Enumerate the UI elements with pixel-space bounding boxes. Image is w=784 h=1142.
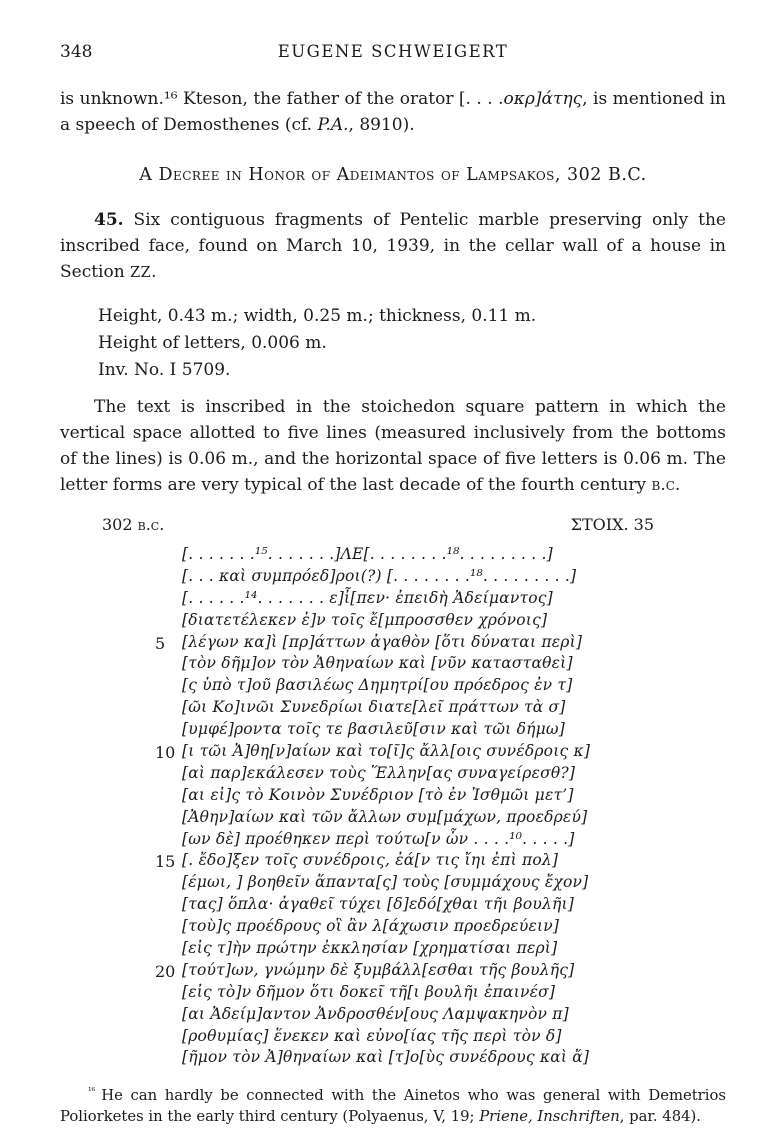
greek-text: [ροθυμίας] ἕνεκεν καὶ εὐνο[ίας τῆς περὶ τὸν δ] (182, 1026, 562, 1045)
greek-text: [ι τῶι Ἀ]θη[ν]αίων καὶ το[ῖ]ς ἄλλ[οις συνέδροις κ] (182, 742, 591, 761)
greek-text: [εἰς τ]ὴν πρώτην ἐκκλησίαν [χρηματίσαι περὶ] (182, 939, 558, 958)
greek-text: [αι εἰ]ς τὸ Κοινὸν Συνέδριον [τὸ ἐν Ἰσθμῶι μετ’] (182, 785, 574, 804)
line-number: 20 (155, 961, 176, 981)
inscription-line (60, 939, 726, 961)
intro-text-1: is unknown.¹⁶ Kteson, the father of the orator [. . . . (60, 89, 504, 109)
inscription-line (60, 567, 726, 589)
greek-text: [αὶ παρ]εκάλεσεν τοὺς Ἕλλην[ας συναγείρεσθ?] (182, 763, 576, 782)
inscription-line (60, 961, 726, 983)
footnote-marker: ¹⁶ (88, 1086, 102, 1098)
inscription-line (60, 698, 726, 720)
inscription-line (60, 1027, 726, 1049)
stoichedon-text: The text is inscribed in the stoichedon square pattern in which the vertical space allotted to five lines (measured inclusively from the bottoms of the lines) is 0.06 m., and the horizontal space of five letters is 0.06 m. The letter forms are very typical of the last decade of the fourth century (60, 397, 726, 495)
entry-number: 45. (94, 210, 124, 230)
intro-citation: P.A. (317, 115, 349, 135)
greek-text: [ῆμον τὸν Ἀ]θηναίων καὶ [τ]ο[ὺς συνέδρους καὶ ἄ] (182, 1048, 590, 1067)
greek-text: [. . . . . . .¹⁵. . . . . . .]ΛΕ[. . . . . . . .¹⁸. . . . . . . . .] (182, 545, 553, 563)
entry-45-paragraph (60, 207, 726, 286)
entry-text-2: . (151, 262, 157, 282)
greek-text: [ῶι Κο]ινῶι Συνεδρίωι διατε[λεῖ πράττων τὰ σ] (182, 698, 566, 717)
intro-text-2: , is mentioned in a speech of Demosthenes (cf. (60, 89, 727, 135)
greek-inscription-block (60, 545, 726, 1070)
greek-text: [υμφέ]ροντα τοῖς τε βασιλεῦ[σιν καὶ τῶι δήμω] (182, 720, 565, 739)
greek-text: [. ἔδο]ξεν τοῖς συνέδροις, ἐά[ν τις ἴηι ἐπὶ πολ] (182, 851, 559, 870)
bc-abbreviation: b.c. (651, 475, 681, 495)
measurements-block (98, 303, 726, 384)
inventory-number: Inv. No. I 5709. (98, 360, 231, 380)
inscription-line (60, 720, 726, 742)
inscription-line (60, 545, 726, 567)
measurement-dimensions: Height, 0.43 m.; width, 0.25 m.; thickness, 0.11 m. (98, 306, 537, 326)
intro-text-3: , 8910). (348, 115, 415, 135)
inscription-line (60, 873, 726, 895)
greek-text: [Ἀθην]αίων καὶ τῶν ἄλλων συμ[μάχων, προεδρεύ] (182, 807, 588, 826)
stoichedon-paragraph (60, 394, 726, 498)
greek-text: [τοὺ]ς προέδρους οἳ ἂν λ[άχωσιν προεδρεύειν] (182, 917, 560, 936)
inscription-line (60, 676, 726, 698)
excavation-section-label: ZZ (130, 265, 152, 281)
inscription-line (60, 764, 726, 786)
inscription-date: 302 b.c. (102, 515, 165, 534)
greek-text: [τούτ]ων, γνώμην δὲ ξυμβάλλ[εσθαι τῆς βουλῆς] (182, 960, 575, 979)
inscription-line (60, 1048, 726, 1070)
section-heading: A Decree in Honor of Adeimantos of Lampsakos, 302 B.C. (139, 165, 647, 185)
inscription-line (60, 742, 726, 764)
footnote-citation: Priene, Inschriften (479, 1107, 620, 1125)
intro-greek-fragment: οκρ]άτης (503, 89, 583, 109)
greek-text: [έμωι, ] βοηθεῖν ἅπαντα[ς] τοὺς [συμμάχους ἔχον] (182, 873, 589, 892)
inscription-line (60, 589, 726, 611)
greek-text: [ων δὲ] προέθηκεν περὶ τούτω[ν ὧν . . . .¹⁰. . . . .] (182, 829, 575, 848)
running-head (60, 42, 726, 66)
inscription-line (60, 830, 726, 852)
footnote-16 (60, 1086, 726, 1127)
entry-text-1: Six contiguous fragments of Pentelic marble preserving only the inscribed face, found on March 10, 1939, in the cellar wall of a house in Section (60, 210, 726, 282)
greek-text: [. . . καὶ συμπρόεδ]ροι(?) [. . . . . . . .¹⁸. . . . . . . . .] (182, 566, 577, 585)
intro-paragraph (60, 86, 726, 138)
inscription-line (60, 983, 726, 1005)
stoichedon-count: ΣΤΟΙΧ. 35 (570, 515, 654, 534)
footnote-text-1: He can hardly be connected with the Ainetos who was general with Demetrios Poliorketes in the early third century (Polyaenus, V, 19; (60, 1087, 726, 1125)
inscription-line (60, 851, 726, 873)
greek-text: [τὸν δῆμ]ον τὸν Ἀθηναίων καὶ [νῦν κατασταθεὶ] (182, 654, 573, 673)
greek-text: [. . . . . .¹⁴. . . . . . . ε]ἶ[πεν· ἐπειδὴ Ἀδείμαντος] (182, 588, 553, 607)
inscription-line (60, 917, 726, 939)
inscription-line (60, 895, 726, 917)
greek-text: [τας] ὅπλα· ἀγαθεῖ τύχει [δ]εδό[χθαι τῆι βουλῆι] (182, 895, 575, 914)
line-number: 10 (155, 743, 176, 763)
greek-text: [εἰς τὸ]ν δῆμον ὅτι δοκεῖ τῆ[ι βουλῆι ἐπαινέσ] (182, 982, 556, 1001)
page-number: 348 (60, 42, 93, 62)
inscription-line (60, 786, 726, 808)
inscription-line (60, 654, 726, 676)
line-number: 15 (155, 852, 176, 872)
greek-text: [αι Ἀδείμ]αντον Ἀνδροσθέν[ους Λαμψακηνὸν π] (182, 1004, 569, 1023)
greek-text: [ς ὑπὸ τ]οῦ βασιλέως Δημητρί[ου πρόεδρος ἐν τ] (182, 676, 573, 695)
page-content (60, 42, 726, 1142)
inscription-line (60, 1005, 726, 1027)
footnote-text-2: , par. 484). (619, 1107, 702, 1125)
inscription-line (60, 633, 726, 655)
inscription-caption-row (60, 515, 726, 537)
inscription-line (60, 808, 726, 830)
greek-text: [λέγων κα]ὶ [πρ]άττων ἀγαθὸν [ὅτι δύναται περὶ] (182, 632, 583, 651)
greek-text: [διατετέλεκεν ἐ]ν τοῖς ἔ[μπροσσθεν χρόνοις] (182, 610, 548, 629)
measurement-letter-height: Height of letters, 0.006 m. (98, 333, 327, 353)
running-head-author: EUGENE SCHWEIGERT (277, 42, 509, 61)
line-number: 5 (155, 633, 166, 653)
inscription-line (60, 611, 726, 633)
